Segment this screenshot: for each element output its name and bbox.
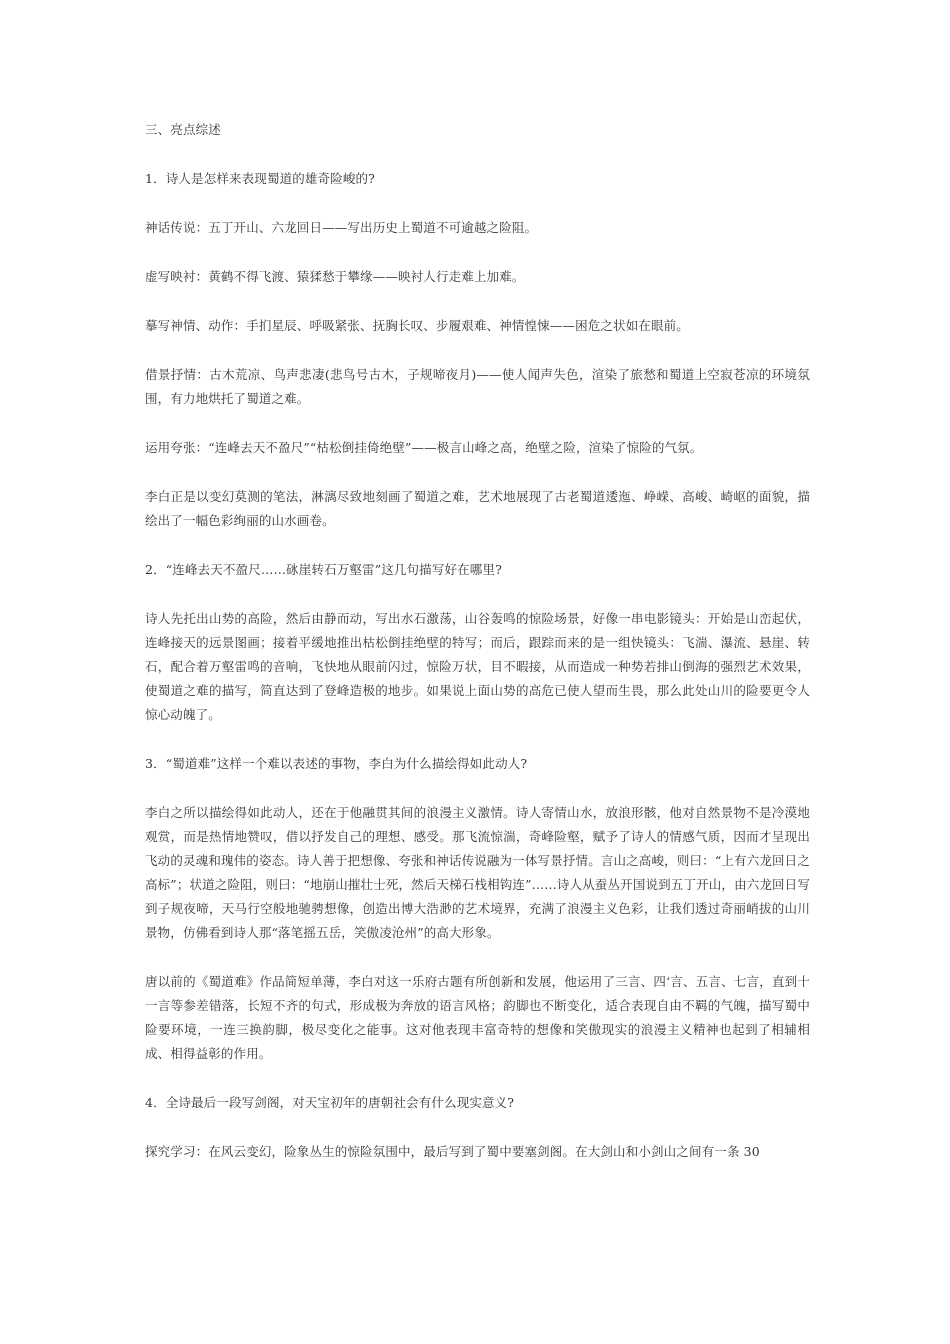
- question-3: 3．“蜀道难”这样一个难以表述的事物，李白为什么描绘得如此动人?: [145, 756, 528, 771]
- question-2: 2．“连峰去天不盈尺……砯崖转石万壑雷”这几句描写好在哪里?: [145, 562, 502, 577]
- paragraph-exaggeration: 运用夸张：“连峰去天不盈尺”“枯松倒挂倚绝壁”——极言山峰之高，绝壁之险，渲染了惊险的气氛。: [145, 440, 703, 455]
- answer-2: 诗人先托出山势的高险，然后由静而动，写出水石激荡，山谷轰鸣的惊险场景，好像一串电影镜头：开始是山峦起伏，连峰接天的远景图画；接着平缓地推出枯松倒挂绝壁的特写；而后，跟踪而来的是一组快镜头：飞湍、瀑流、悬崖、转石，配合着万壑雷鸣的音响，飞快地从眼前闪过，惊险万状，目不暇接，从而造成一种势若排山倒海的强烈艺术效果，使蜀道之难的描写，简直达到了登峰造极的地步。如果说上面山势的高危已使人望而生畏，那么此处山川的险要更令人惊心动魄了。: [145, 611, 810, 722]
- document-body: [145, 118, 810, 1189]
- paragraph-myth: 神话传说：五丁开山、六龙回日——写出历史上蜀道不可逾越之险阻。: [145, 220, 538, 235]
- question-4: 4．全诗最后一段写剑阁，对天宝初年的唐朝社会有什么现实意义?: [145, 1095, 515, 1110]
- section-heading: 三、亮点综述: [145, 122, 221, 137]
- answer-3-part-2: 唐以前的《蜀道难》作品简短单薄，李白对这一乐府古题有所创新和发展，他运用了三言、四‘言、五言、七言，直到十一言等参差错落，长短不齐的句式，形成极为奔放的语言风格；韵脚也不断变化，适合表现自由不羁的气魄，描写蜀中险要环境，一连三换韵脚，极尽变化之能事。这对他表现丰富奇特的想像和笑傲现实的浪漫主义精神也起到了相辅相成、相得益彰的作用。: [145, 974, 810, 1061]
- paragraph-summary: 李白正是以变幻莫测的笔法，淋漓尽致地刻画了蜀道之难，艺术地展现了古老蜀道逶迤、峥嵘、高峻、崎岖的面貌，描绘出了一幅色彩绚丽的山水画卷。: [145, 489, 810, 528]
- paragraph-contrast: 虚写映衬：黄鹤不得飞渡、猿猱愁于攀缘——映衬人行走难上加难。: [145, 269, 525, 284]
- paragraph-scenery: 借景抒情：古木荒凉、鸟声悲凄(悲鸟号古木，子规啼夜月)——使人闻声失色，渲染了旅愁和蜀道上空寂苍凉的环境氛围，有力地烘托了蜀道之难。: [145, 367, 810, 406]
- paragraph-expression: 摹写神情、动作：手扪星辰、呼吸紧张、抚胸长叹、步履艰难、神情惶悚——困危之状如在眼前。: [145, 318, 689, 333]
- answer-4: 探究学习：在风云变幻，险象丛生的惊险氛围中，最后写到了蜀中要塞剑阁。在大剑山和小剑山之间有一条 30: [145, 1144, 760, 1159]
- answer-3-part-1: 李白之所以描绘得如此动人，还在于他融贯其间的浪漫主义激情。诗人寄情山水，放浪形骸，他对自然景物不是冷漠地观赏，而是热情地赞叹，借以抒发自己的理想、感受。那飞流惊湍，奇峰险壑，赋予了诗人的情感气质，因而才呈现出飞动的灵魂和瑰伟的姿态。诗人善于把想像、夸张和神话传说融为一体写景抒情。言山之高峻，则曰：“上有六龙回日之高标”；状道之险阻，则曰：“地崩山摧壮士死，然后天梯石栈相钩连”……诗人从蚕丛开国说到五丁开山，由六龙回日写到子规夜啼，天马行空般地驰骋想像，创造出博大浩渺的艺术境界，充满了浪漫主义色彩，让我们透过奇丽峭拔的山川景物，仿佛看到诗人那“落笔摇五岳，笑傲凌沧州”的高大形象。: [145, 805, 810, 940]
- question-1: 1．诗人是怎样来表现蜀道的雄奇险峻的?: [145, 171, 376, 186]
